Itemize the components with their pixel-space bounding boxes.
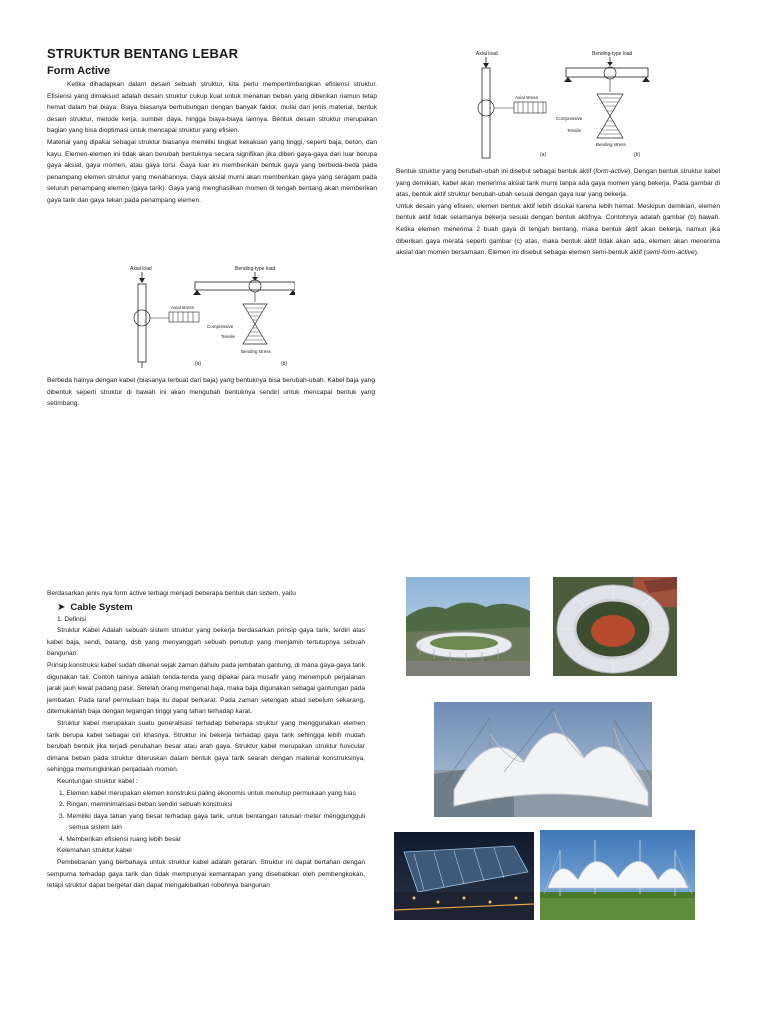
form-active-term: form-active [595,168,629,175]
keuntungan-item: 1. Elemen kabel merupakan elemen konstruksi paling ekonomis untuk menutup permukaan yang luas [59,789,356,797]
beam-support-left-r [564,77,572,82]
tensile-stress-wedge-r [597,116,623,138]
paragraph-kabel-berbeda: Berbeda halnya dengan kabel (biasanya terbuat dari baja) yang bentuknya bisa berubah-ubah. Kabel baja yang dibentuk seperti struktur di bawah ini akan mengubah bentuknya sendiri untuk mencapai bentuk yang setimbang. [47,377,375,408]
bending-load-label: Bending-type load [235,266,276,272]
keuntungan-title: Keuntungan struktur kabel : [57,777,138,785]
stress-diagram-left [125,262,295,370]
paragraph-intro-jenis: Berdasarkan jenis nya form active terbagi menjadi beberapa bentuk dan sistem, yaitu [47,590,296,597]
figure-label-a-r: (a) [540,152,547,158]
bending-load-arrowhead-r [607,62,613,66]
form-active-text-b: ). Dengan bentuk struktur kabel yang demikian, kabel akan menerima aksial tarik murni tanpa ada gaya momen yang bekerja. Pada gambar di atas, bentuk aktif struktur berubah-ubah sesuai dengan gaya luar yang bekerja. [396,168,721,199]
paragraph-efisiensi: Ketika dihadapkan dalam desain sebuah struktur, kita perlu mempertimbangkan efisiensi struktur. Efisiensi yang dimaksud adalah desain struktur cukup kuat untuk menahan beban yang diberikan namun tetap hemat dalam hal biaya. Biaya biasanya berhubungan dengan banyak faktor, mulai dari jenis material, bentuk desain struktur, metode kerja, sumber daya, hingga biaya-biaya lainnya. Bentuk desain struktur merupakan bagian yang bisa dioptimasi untuk mencapai struktur yang efisien. [47,81,377,135]
semi-form-text-b: ). [694,249,699,257]
section-subtitle: Form Active [47,65,111,77]
axial-stress-label: Axial stress [171,305,195,310]
column-member-r [482,68,490,158]
figure-label-a: (a) [195,361,202,367]
doc-title: STRUKTUR BENTANG LEBAR [47,46,239,61]
paragraph-form-active [396,166,720,201]
list-definisi: 1. Definisi [57,615,86,623]
compressive-label: Compressive [207,324,234,329]
keuntungan-item: 4. Memberikan efisiensi ruang lebih besar [59,835,182,843]
form-active-text-a: Bentuk struktur yang berubah-ubah ini disebut sebagai bentuk aktif ( [396,168,596,175]
kelemahan-title: Kelemahan struktur kabel [57,847,132,855]
beam-support-right-r [642,77,650,82]
bending-stress-label-r: Bending stress [596,142,626,147]
beam-support-right [289,290,295,295]
tensile-label-r: Tensile [567,128,582,133]
stress-diagram-right [470,48,650,163]
semi-form-text-a: Untuk desain yang efisien, elemen bentuk aktif lebih disukai karena lebih hemat. Meskipun demikian, elemen bentuk aktif tidak selamanya bekerja sesuai dengan bentuk aktifnya. Contohnya adalah gambar (b) bawah. Ketika elemen menerima 2 buah gaya di tengah bentang, maka bentuk aktif akan bekerja, namun jika diberikan gaya merata seperti gambar (c) atas, maka bentuk aktif tidak akan ada, elemen akan menerima aksial dan momen bersamaan. Elemen ini disebut sebagai elemen semi-bentuk aktif ( [396,202,720,257]
paragraph-prinsip: Prinsip konstruksi kabel sudah dikenal sejak zaman dahulu pada jembatan gantung, di mana gaya-gaya tarik digunakan tali. Contoh lainnya adalah tenda-tenda yang dipakai para musafir yang menempuh perjalanan jarak jauh lewat padang pasir. Setelah orang mengenal baja, maka baja digunakan sebagai gantungan pada jembatan. Pada taraf permulaan baja itu dapat berkarat. Pada zaman setengah abad sebelum sekarang, ditemukanlah baja dengan tegangan tinggi yang tahan terhadap karat. [47,661,365,716]
axial-stress-block [169,312,199,322]
tensile-stress-wedge [243,324,267,344]
photo-night-canopy [394,832,534,920]
paragraph-generalisasi: Struktur kabel merupakan suatu generalisasi terhadap beberapa struktur yang menggunakan elemen tarik berupa kabel sebagai ciri khasnya. Struktur ini bekerja terhadap gaya tarik sehingga lebih mudah berubah bentuk jika terjadi perubahan besar atau arah gaya. Struktur kabel merupakan struktur funicular dimana beban pada struktur diteruskan dalam bentuk gaya tarik searah dengan material konstruksinya, sehingga memungkinkan penjadaan momen. [47,719,365,774]
photo-membrane-tent [434,702,652,817]
bending-stress-label: Bending stress [241,349,271,354]
axial-load-arrowhead-r [483,63,489,68]
keuntungan-item: 3. Memiliki daya tahan yang besar terhadap gaya tarik, untuk bentangan ratusan meter menggungguli semua sistem lain [59,812,365,832]
column-member [138,284,146,362]
photo-round-stadium-aerial [553,577,677,676]
axial-stress-block-r [514,102,546,113]
paragraph-kelemahan: Pembebanan yang berbahaya untuk struktur kabel adalah getaran. Struktur ini dapat bertahan dengan sempurna terhadap gaya tarik dan tidak mempunyai kemantapan yang disebabkan oleh pembengkokan, tetapi struktur dapat bergetar dan dapat mengakibatkan robohnya bangunan [47,859,365,890]
figure-label-b-r: (b) [634,152,641,158]
axial-load-arrowhead [139,278,145,283]
tensile-label: Tensile [221,334,236,339]
cable-system-title: Cable System [70,601,133,613]
bending-load-label-r: Bending-type load [592,51,633,57]
paragraph-semi-form-active [396,201,720,259]
paragraph-material: Material yang dipakai sebagai struktur biasanya memiliki tingkat kekakuan yang tinggi, seperti baja, beton, dan kayu. Elemen-elemen ini tidak akan berubah bentuknya secara signifikan jika diberi gaya-gaya dari luar berupa gaya aksial, gaya momen, atau gaya torsi. Gaya luar ini memberikan bentuk gaya yang berbeda-beda pada penampang elemen struktur yang menahannya. Gaya aksial murni akan memberikan gaya yang seragam pada seluruh penampang elemen (gaya tarik). Gaya yang menghasilkan momen di tengah bentang akan memberikan gaya tarik dan gaya tekan pada penampang elemen. [47,138,377,204]
compressive-stress-wedge [243,304,267,324]
axial-load-label-r: Axial load [476,51,498,57]
keuntungan-item: 2. Ringan, meminimalisasi beban sendiri sebuah konstruksi [59,801,233,809]
cable-system-heading [47,602,365,614]
beam-member [195,282,295,290]
paragraph-definisi: Struktur Kabel Adalah sebuah sistem struktur yang bekerja berdasarkan prinsip gaya tarik, terdiri atas kabel baja, sendi, batang, dsb yang menyanggah sebuah penutup yang menjamin tertutupnya sebuah bangunan. [47,627,365,658]
arrow-bullet-icon: ➤ [57,601,66,613]
compressive-label-r: Compressive [556,116,583,121]
beam-support-left [193,290,201,295]
photo-tensile-canopy [540,830,695,920]
photo-stadium-hills [406,577,530,676]
figure-label-b: (b) [281,361,288,367]
axial-stress-label-r: Axial stress [515,95,539,100]
axial-load-label: Axial load [130,266,152,272]
semi-form-term: semi-form-active [645,249,695,257]
beam-member-r [566,68,648,77]
compressive-stress-wedge-r [597,94,623,116]
